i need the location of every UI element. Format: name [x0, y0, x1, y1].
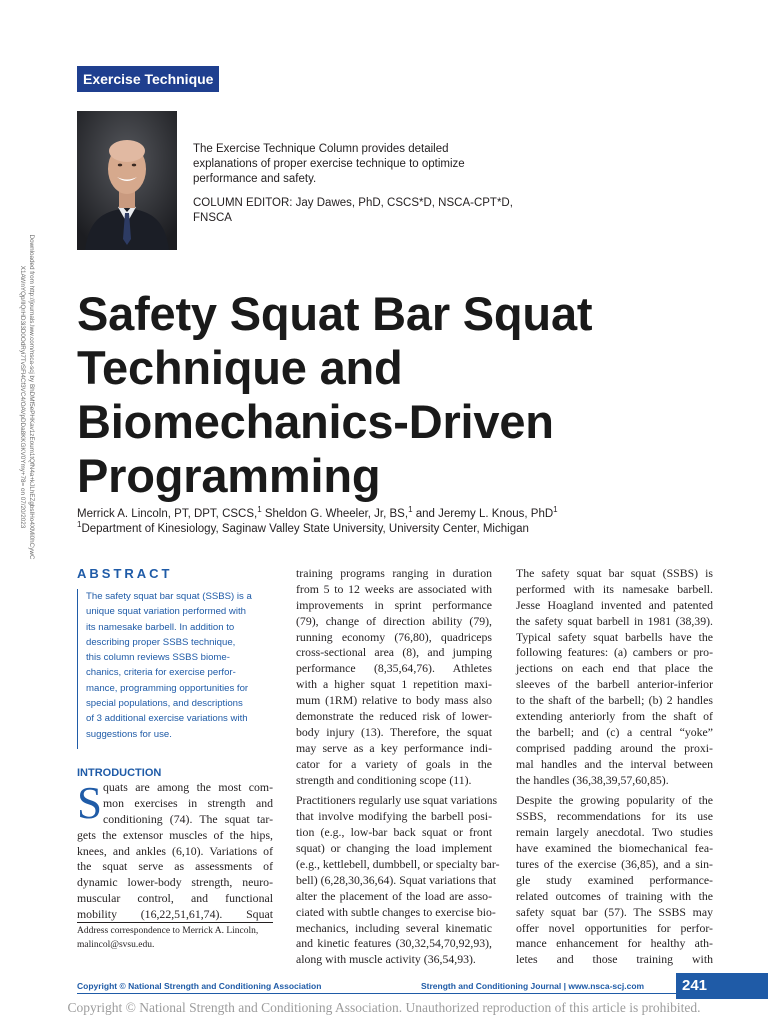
text-line: body injury (13). Therefore, the squat	[296, 724, 492, 739]
author-block	[77, 507, 757, 537]
body-column-2	[296, 566, 500, 968]
text-line: mechanics, including several kinematic	[296, 920, 492, 935]
text-line: related outcomes of training with the	[516, 888, 713, 903]
portrait-image	[77, 111, 177, 250]
copyright-notice: Copyright © National Strength and Conditioning Association. Unauthorized reproduction of this article is prohibited.	[67, 1000, 701, 1015]
text-line: from 5 to 12 weeks are associated with	[296, 581, 492, 596]
abstract-text	[77, 589, 273, 749]
download-watermark-line-1: Downloaded from http://journals.lww.com/nsca-scj by BhDMf5ePHKav1zEoum1tQfN4a+kJLhEZgbsIHo4XMi0hCywC	[28, 234, 35, 560]
text-line: tures of the exercise (36,85), and a sin-	[516, 857, 713, 872]
introduction-heading: INTRODUCTION	[77, 767, 162, 779]
introduction-text	[77, 780, 273, 923]
correspondence-footnote: Address correspondence to Merrick A. Lincoln, malincol@svsu.edu.	[77, 926, 259, 950]
text-line: gle study examined performance-	[516, 872, 713, 887]
text-line: safety squat bar (57). The SSBS may	[516, 904, 713, 919]
footer-divider	[77, 993, 676, 994]
text-line: following features: (a) cambers or pro-	[516, 645, 713, 660]
column-description: The Exercise Technique Column provides detailed explanations of proper exercise technique to optimize performance and safety.	[193, 143, 465, 185]
title-line: Biomechanics-Driven	[77, 395, 554, 448]
footer-journal: Strength and Conditioning Journal | www.nsca-scj.com	[421, 981, 645, 991]
text-line: ciated with subtle changes to exercise bio-	[296, 904, 496, 919]
text-line: mobility (16,22,51,61,74). Squat	[77, 907, 273, 922]
abstract-line: The safety squat bar squat (SSBS) is a	[86, 591, 252, 602]
abstract-line: its namesake barbell. In addition to	[86, 621, 235, 633]
text-line: sleeves of the barbell anterior-inferior	[516, 677, 713, 692]
text-line: training programs ranging in duration	[296, 566, 492, 580]
text-line: Jesse Hoagland invented and patented	[516, 597, 713, 612]
download-watermark-line-2: X1AWnYQp/IlQrHD3i3D0OdRyi7TvSFl4Cf3VC4/OAVpDDa8KKGKV0Ymy+78= on 07/20/2023	[19, 265, 26, 529]
text-line: with a higher squat 1 repetition maxi-	[296, 677, 492, 692]
text-line: the squat serve as assessments of	[77, 859, 273, 874]
title-line: Programming	[77, 449, 381, 502]
author-2: Sheldon G. Wheeler, Jr, BS,	[261, 508, 409, 520]
title-line: Technique and	[77, 341, 403, 394]
text-line: jections on each end that place the	[516, 661, 713, 676]
text-line: the barbell; and (c) a central “yoke”	[516, 724, 713, 739]
text-line: mum (1RM) relative to body mass also	[296, 693, 492, 708]
text-line: improvements in sprint performance	[296, 597, 492, 612]
author-3-affiliation-marker: 1	[553, 505, 558, 515]
author-1-affiliation-marker: 1	[257, 505, 262, 515]
text-line: remain largely anecdotal. Two studies	[516, 825, 713, 840]
text-line: the safety squat barbell in 1981 (38,39).	[516, 613, 713, 628]
text-line: dynamic lower-body strength, neuro-	[77, 875, 273, 890]
column-editor-credit: COLUMN EDITOR: Jay Dawes, PhD, CSCS*D, NSCA-CPT*D, FNSCA	[193, 197, 513, 224]
text-line: strength and conditioning scope (11).	[296, 772, 472, 787]
text-line: (e.g., kettlebell, dumbbell, or specialty bar-	[296, 857, 500, 872]
author-2-affiliation-marker: 1	[408, 505, 413, 515]
text-line: Practitioners regularly use squat variations	[296, 793, 498, 808]
abstract-line: of 3 additional exercise variations with	[86, 713, 248, 725]
text-line: that involve modifying the barbell posi-	[296, 809, 492, 824]
article-title	[77, 287, 737, 503]
text-line: bell) (6,28,30,36,64). Squat variations that	[296, 872, 497, 887]
text-line: performance (8,35,64,76). Athletes	[296, 661, 492, 676]
text-line: conditioning (74). The squat tar-	[103, 811, 273, 826]
page-number: 241	[676, 973, 768, 999]
text-line: quats are among the most com-	[103, 780, 273, 794]
affiliation-text: Department of Kinesiology, Saginaw Valley State University, University Center, Michigan	[81, 523, 529, 535]
footer-copyright: Copyright © National Strength and Conditioning Association	[77, 981, 322, 991]
section-tag: Exercise Technique	[77, 66, 219, 92]
text-line: cross-sectional area (8), and jumping	[296, 645, 492, 660]
abstract-line: mance, programming opportunities for	[86, 682, 249, 694]
text-line: demonstrate the reduced risk of lower-	[296, 709, 492, 724]
author-3: and Jeremy L. Knous, PhD	[412, 508, 554, 520]
abstract-line: unique squat variation performed with	[86, 606, 246, 618]
text-line: along with muscle activity (36,54,93).	[296, 952, 476, 967]
column-editor-intro	[193, 142, 513, 235]
text-line: may serve as a key performance indi-	[296, 740, 492, 755]
text-line: and kinetic features (30,32,54,70,92,93),	[296, 936, 492, 951]
text-line: (79), change of direction ability (79),	[296, 613, 492, 628]
text-line: the handles (36,38,39,57,60,85).	[516, 772, 669, 787]
text-line: muscular control, and functional	[77, 891, 273, 906]
text-line: Typical safety squat barbells have the	[516, 629, 713, 644]
text-line: alter the placement of the load are asso-	[296, 888, 492, 903]
abstract-line: this column reviews SSBS biome-	[86, 652, 230, 664]
text-line: performed with its namesake barbell.	[516, 581, 713, 596]
abstract-heading: ABSTRACT	[77, 566, 173, 581]
affiliation-marker: 1	[77, 520, 82, 530]
text-line: cator for a variety of goals in the	[296, 756, 492, 771]
text-line: running economy (76,80), quadriceps	[296, 629, 492, 644]
text-line: Despite the growing popularity of the	[516, 793, 713, 808]
column-editor-photo	[77, 111, 177, 250]
text-line: to the shaft of the barbell; (b) 2 handles	[516, 693, 713, 708]
abstract-line: suggestions for use.	[86, 728, 172, 740]
text-line: SSBS, recommendations for its use	[516, 809, 713, 824]
author-1: Merrick A. Lincoln, PT, DPT, CSCS,	[77, 508, 258, 520]
text-line: squat) or changing the load implement	[296, 841, 492, 856]
text-line: tion (e.g., low-bar back squat or front	[296, 825, 492, 840]
author-list	[77, 507, 757, 522]
text-line: mance enhancement for healthy ath-	[516, 936, 713, 951]
text-line: offer novel opportunities for perfor-	[516, 920, 713, 935]
title-line: Safety Squat Bar Squat	[77, 287, 593, 340]
download-watermark	[18, 97, 36, 697]
text-line: extending anteriorly from the shaft of	[516, 709, 713, 724]
text-line: mon exercises in strength and	[103, 795, 273, 810]
abstract-line: describing proper SSBS technique,	[86, 636, 236, 648]
affiliation	[77, 522, 757, 537]
text-line: knees, and ankles (6,10). Variations of	[77, 843, 273, 858]
text-line: letes and those training with	[516, 952, 713, 967]
text-line: gets the extensor muscles of the hips,	[77, 827, 273, 842]
abstract-line: special populations, and descriptions	[86, 698, 243, 710]
text-line: The safety squat bar squat (SSBS) is	[516, 566, 713, 580]
text-line: mal handles and the interval between	[516, 756, 713, 771]
abstract-line: chanics, criteria for exercise perfor-	[86, 667, 236, 679]
text-line: have examined the biomechanical fea-	[516, 841, 713, 856]
footnote-divider	[77, 922, 273, 923]
drop-cap: S	[77, 778, 103, 828]
text-line: comprised padding around the proxi-	[516, 740, 713, 755]
body-column-3	[516, 566, 713, 968]
